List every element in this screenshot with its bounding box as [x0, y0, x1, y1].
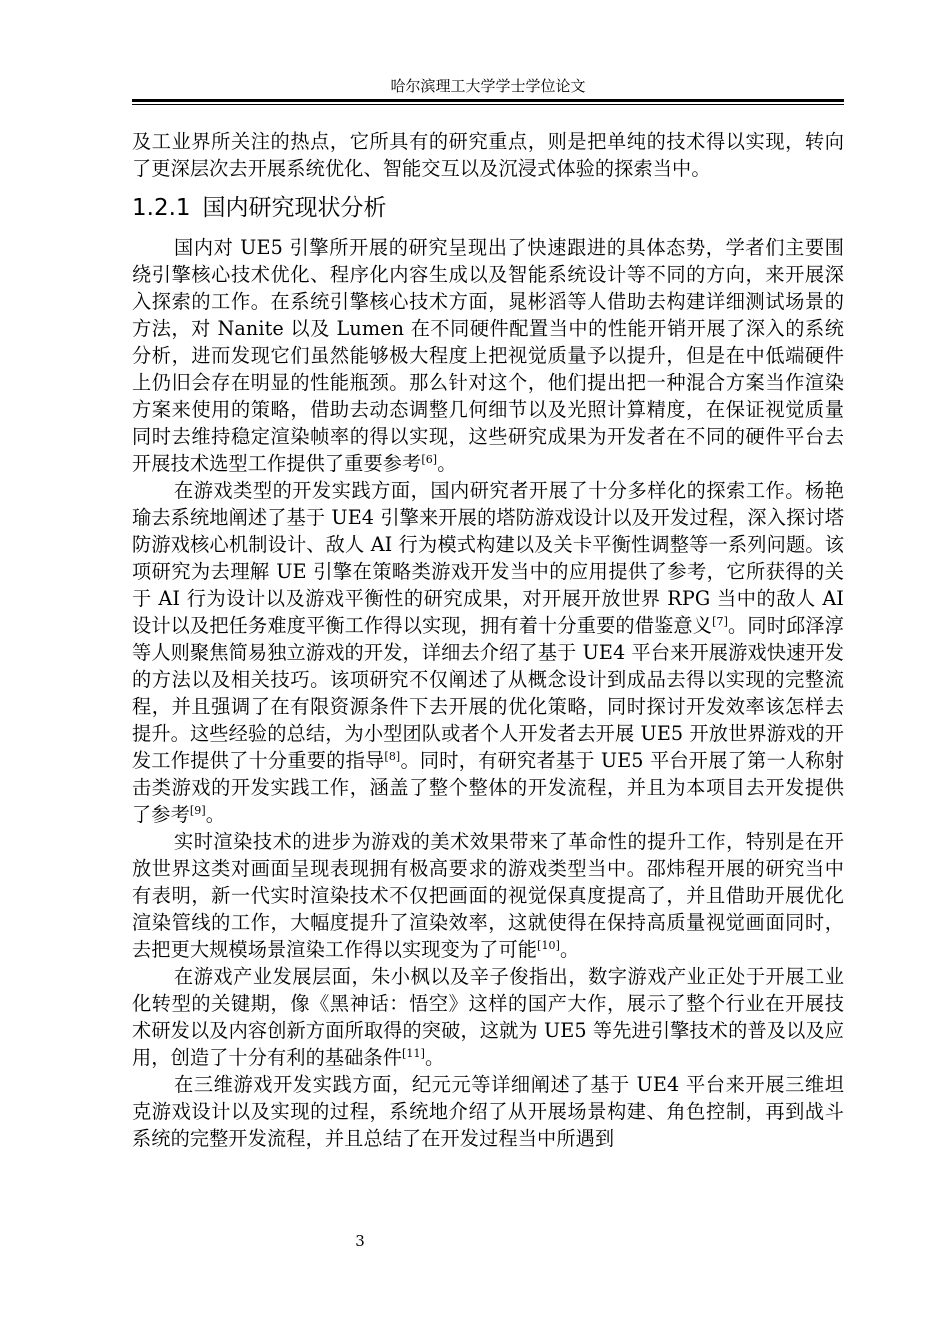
header-rule-thin	[132, 104, 844, 105]
paragraph-end: 。	[560, 938, 580, 961]
paragraph-end: 。	[437, 452, 457, 475]
paragraph-engine-research	[132, 234, 844, 477]
citation: [8]	[384, 750, 401, 763]
paragraph-industry	[132, 963, 844, 1071]
citation: [10]	[537, 939, 561, 952]
citation: [7]	[712, 615, 728, 628]
section-number: 1.2.1	[132, 195, 191, 221]
page-number: 3	[355, 1232, 365, 1250]
paragraph-game-types	[132, 477, 844, 828]
paragraph-text: 在游戏产业发展层面，朱小枫以及辛子俊指出，数字游戏产业正处于开展工业化转型的关键期，像《黑神话：悟空》这样的国产大作，展示了整个行业在开展技术研发以及内容创新方面所取得的突破，这就为 UE5 等先进引擎技术的普及以及应用，创造了十分有利的基础条件	[132, 965, 844, 1069]
citation: [6]	[421, 453, 438, 466]
paragraph-text: 。同时，有研究者基于 UE5 平台开展了第一人称射击类游戏的开发实践工作，涵盖了整个整体的开发流程，并且为本项目去开发提供了参考	[132, 749, 844, 826]
citation: [9]	[189, 804, 206, 817]
header-rule-thick	[132, 99, 844, 102]
paragraph-rendering	[132, 828, 844, 963]
paragraph-text: 实时渲染技术的进步为游戏的美术效果带来了革命性的提升工作，特别是在开放世界这类对画面呈现表现拥有极高要求的游戏类型当中。邵炜程开展的研究当中有表明，新一代实时渲染技术不仅把画面的视觉保真度提高了，并且借助开展优化渲染管线的工作，大幅度提升了渲染效率，这就使得在保持高质量视觉画面同时，去把更大规模场景渲染工作得以实现变为了可能	[132, 830, 844, 961]
paragraph-text: 国内对 UE5 引擎所开展的研究呈现出了快速跟进的具体态势，学者们主要围绕引擎核心技术优化、程序化内容生成以及智能系统设计等不同的方向，来开展深入探索的工作。在系统引擎核心技术方面，晁彬滔等人借助去构建详细测试场景的方法，对 Nanite 以及 Lumen 在不同硬件配置当中的性能开销开展了深入的系统分析，进而发现它们虽然能够极大程度上把视觉质量予以提升，但是在中低端硬件上仍旧会存在明显的性能瓶颈。那么针对这个，他们提出把一种混合方案当作渲染方案来使用的策略，借助去动态调整几何细节以及光照计算精度，在保证视觉质量同时去维持稳定渲染帧率的得以实现，这些研究成果为开发者在不同的硬件平台去开展技术选型工作提供了重要参考	[132, 236, 844, 475]
citation: [11]	[402, 1047, 426, 1060]
paragraph-end: 。	[425, 1046, 445, 1069]
paragraph-3d-practice: 在三维游戏开发实践方面，纪元元等详细阐述了基于 UE4 平台来开展三维坦克游戏设计以及实现的过程，系统地介绍了从开展场景构建、角色控制，再到战斗系统的完整开发流程，并且总结了在开发过程当中所遇到	[132, 1073, 844, 1150]
page-body	[132, 128, 844, 1152]
section-heading	[132, 191, 844, 225]
paragraph-end: 。	[205, 803, 226, 826]
paragraph-text: 在游戏类型的开发实践方面，国内研究者开展了十分多样化的探索工作。杨艳瑜去系统地阐述了基于 UE4 引擎来开展的塔防游戏设计以及开发过程，深入探讨塔防游戏核心机制设计、敌人 AI 行为模式构建以及关卡平衡性调整等一系列问题。该项研究为去理解 UE 引擎在策略类游戏开发当中的应用提供了参考，它所获得的关于 AI 行为设计以及游戏平衡性的研究成果，对开展开放世界 RPG 当中的敌人 AI 设计以及把任务难度平衡工作得以实现，拥有着十分重要的借鉴意义	[132, 479, 844, 637]
paragraph-continued: 及工业界所关注的热点，它所具有的研究重点，则是把单纯的技术得以实现，转向了更深层次去开展系统优化、智能交互以及沉浸式体验的探索当中。	[132, 130, 844, 180]
paragraph-text: 。同时邱泽淳等人则聚焦简易独立游戏的开发，详细去介绍了基于 UE4 平台来开展游戏快速开发的方法以及相关技巧。该项研究不仅阐述了从概念设计到成品去得以实现的完整流程，并且强调了在有限资源条件下去开展的优化策略，同时探讨开发效率该怎样去提升。这些经验的总结，为小型团队或者个人开发者去开展 UE5 开放世界游戏的开发工作提供了十分重要的指导	[132, 614, 845, 772]
section-title: 国内研究现状分析	[202, 195, 387, 221]
running-header: 哈尔滨理工大学学士学位论文	[390, 77, 586, 95]
